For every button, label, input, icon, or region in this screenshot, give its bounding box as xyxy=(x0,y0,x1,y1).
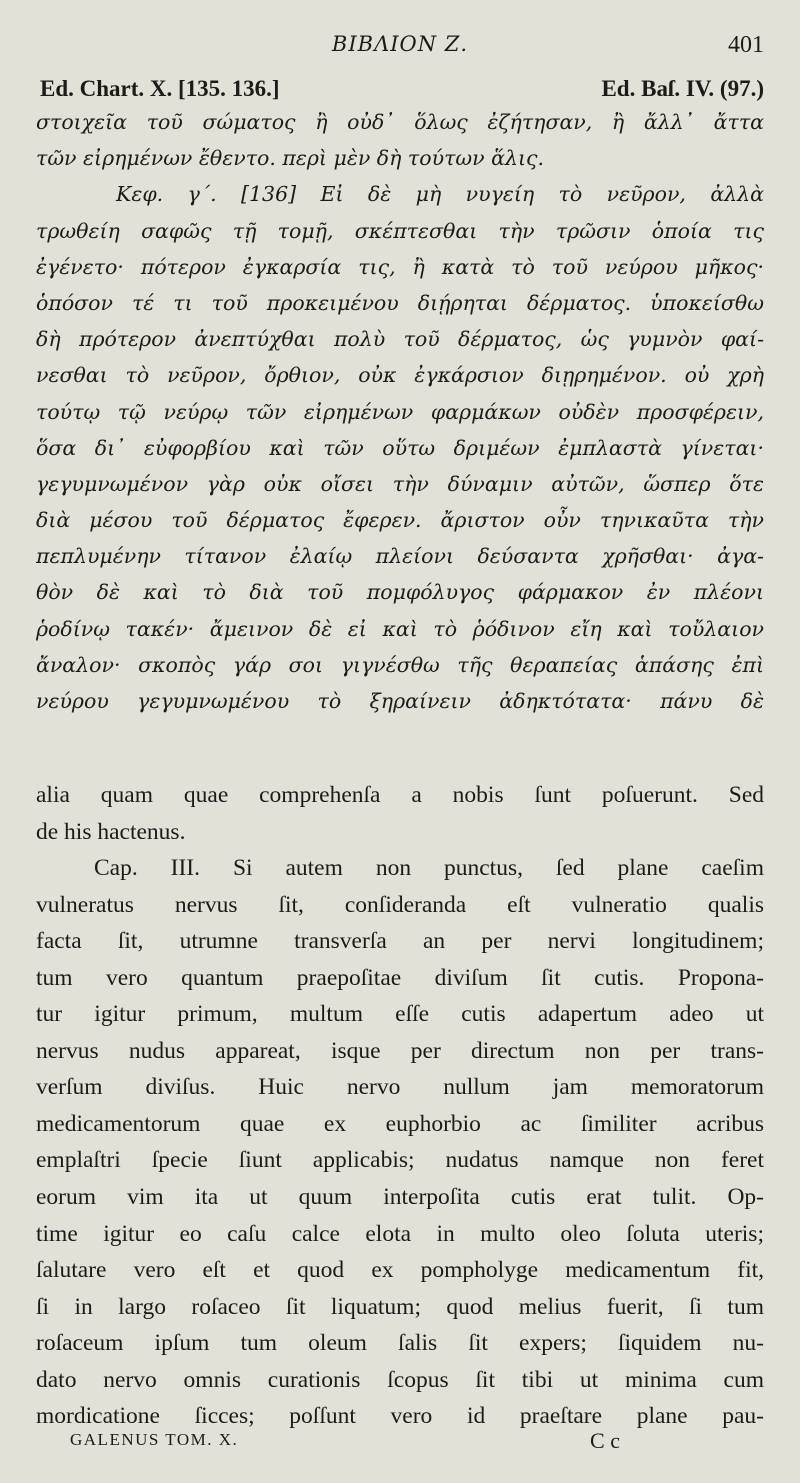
latin-line: verſum diviſus. Huic nervo nullum jam memoratorum xyxy=(36,1074,764,1101)
latin-line: emplaſtri ſpecie ſiunt applicabis; nudatus namque non feret xyxy=(36,1147,764,1174)
edition-reference-line xyxy=(40,76,764,104)
greek-line: τρωθείη σαφῶς τῇ τομῇ, σκέπτεσθαι τὴν τρῶσιν ὁποία τις xyxy=(36,218,764,243)
latin-line: nervus nudus appareat, isque per directum non per trans- xyxy=(36,1037,764,1064)
latin-line: mordicatione ſicces; poſſunt vero id praeſtare plane pau- xyxy=(36,1403,764,1430)
running-head xyxy=(36,30,764,64)
greek-line: διὰ μέσου τοῦ δέρματος ἔφερεν. ἄριστον οὖν τηνικαῦτα τὴν xyxy=(36,508,764,533)
latin-line: Cap. III. Si autem non punctus, ſed plane caeſim xyxy=(94,855,764,882)
running-title: ΒΙΒΛΙΟΝ Ζ. xyxy=(331,32,469,56)
greek-line: θὸν δὲ καὶ τὸ διὰ τοῦ πομφόλυγος φάρμακον ἐν πλέονι xyxy=(36,580,764,605)
gathering-mark: C c xyxy=(590,1428,620,1453)
greek-line: νεσθαι τὸ νεῦρον, ὄρθιον, οὐκ ἐγκάρσιον διῃρημένον. οὐ χρὴ xyxy=(36,363,764,388)
greek-line: ἄναλον· σκοπὸς γάρ σοι γιγνέσθω τῆς θεραπείας ἁπάσης ἐπὶ xyxy=(36,652,764,677)
greek-line: τούτῳ τῷ νεύρῳ τῶν εἰρημένων φαρμάκων οὐδὲν προσφέρειν, xyxy=(36,399,764,424)
latin-text-block xyxy=(36,777,764,1435)
greek-line: πεπλυμένην τίτανον ἐλαίῳ πλείονι δεύσαντα χρῆσθαι· ἀγα- xyxy=(36,544,764,569)
greek-line: ὁπόσον τέ τι τοῦ προκειμένου διῄρηται δέρματος. ὑποκείσθω xyxy=(36,290,764,315)
latin-line: eorum vim ita ut quum interpoſita cutis erat tulit. Op- xyxy=(36,1184,764,1211)
greek-line: δὴ πρότερον ἀνεπτύχθαι πολὺ τοῦ δέρματος, ὡς γυμνὸν φαί- xyxy=(36,327,764,352)
greek-text-block xyxy=(36,104,764,719)
greek-line: ῥοδίνῳ τακέν· ἄμεινον δὲ εἰ καὶ τὸ ῥόδινον εἴη καὶ τοὔλαιον xyxy=(36,616,764,641)
latin-line: tur igitur primum, multum eſſe cutis adapertum adeo ut xyxy=(36,1001,764,1028)
latin-line: alia quam quae comprehenſa a nobis ſunt poſuerunt. Sed xyxy=(36,782,764,808)
greek-line: νεύρου γεγυμνωμένου τὸ ξηραίνειν ἀδηκτότατα· πάνυ δὲ xyxy=(36,689,764,713)
greek-line: γεγυμνωμένον γὰρ οὐκ οἴσει τὴν δύναμιν αὐτῶν, ὥσπερ ὅτε xyxy=(36,471,764,496)
greek-line: στοιχεῖα τοῦ σώματος ἢ οὐδ᾽ ὅλως ἐζήτησαν, ἢ ἄλλ᾽ ἄττα xyxy=(36,110,764,134)
greek-line: ὅσα δι᾽ εὐφορβίου καὶ τῶν οὕτω δριμέων ἐμπλαστὰ γίνεται· xyxy=(36,435,764,460)
greek-line: ἐγένετο· πότερον ἐγκαρσία τις, ἢ κατὰ τὸ τοῦ νεύρου μῆκος· xyxy=(36,254,764,279)
latin-line: ſalutare vero eſt et quod ex pompholyge medicamentum fit, xyxy=(36,1257,764,1284)
latin-line: tum vero quantum praepoſitae diviſum ſit cutis. Propona- xyxy=(36,964,764,991)
edition-basel-ref: Ed. Baſ. IV. (97.) xyxy=(601,76,764,101)
greek-line: τῶν εἰρημένων ἔθεντο. περὶ μὲν δὴ τούτων ἅλις. xyxy=(36,146,544,171)
latin-line: dato nervo omnis curationis ſcopus ſit tibi ut minima cum xyxy=(36,1366,764,1393)
latin-line: de his hactenus. xyxy=(36,818,186,845)
latin-line: ſi in largo roſaceo ſit liquatum; quod melius fuerit, ſi tum xyxy=(36,1293,764,1320)
edition-chartier-ref: Ed. Chart. X. [135. 136.] xyxy=(40,76,280,101)
latin-line: vulneratus nervus ſit, conſideranda eſt vulneratio qualis xyxy=(36,891,764,918)
greek-line: Κεφ. γ΄. [136] Εἰ δὲ μὴ νυγείη τὸ νεῦρον, ἀλλὰ xyxy=(116,182,764,207)
volume-signature: GALENUS TOM. X. xyxy=(70,1430,239,1449)
page-number: 401 xyxy=(728,32,764,58)
latin-line: medicamentorum quae ex euphorbio ac ſimiliter acribus xyxy=(36,1110,764,1137)
page-footer xyxy=(70,1428,620,1456)
latin-line: roſaceum ipſum tum oleum ſalis ſit expers; ſiquidem nu- xyxy=(36,1330,764,1357)
latin-line: facta ſit, utrumne transverſa an per nervi longitudinem; xyxy=(36,928,764,955)
latin-line: time igitur eo caſu calce elota in multo oleo ſoluta uteris; xyxy=(36,1220,764,1247)
